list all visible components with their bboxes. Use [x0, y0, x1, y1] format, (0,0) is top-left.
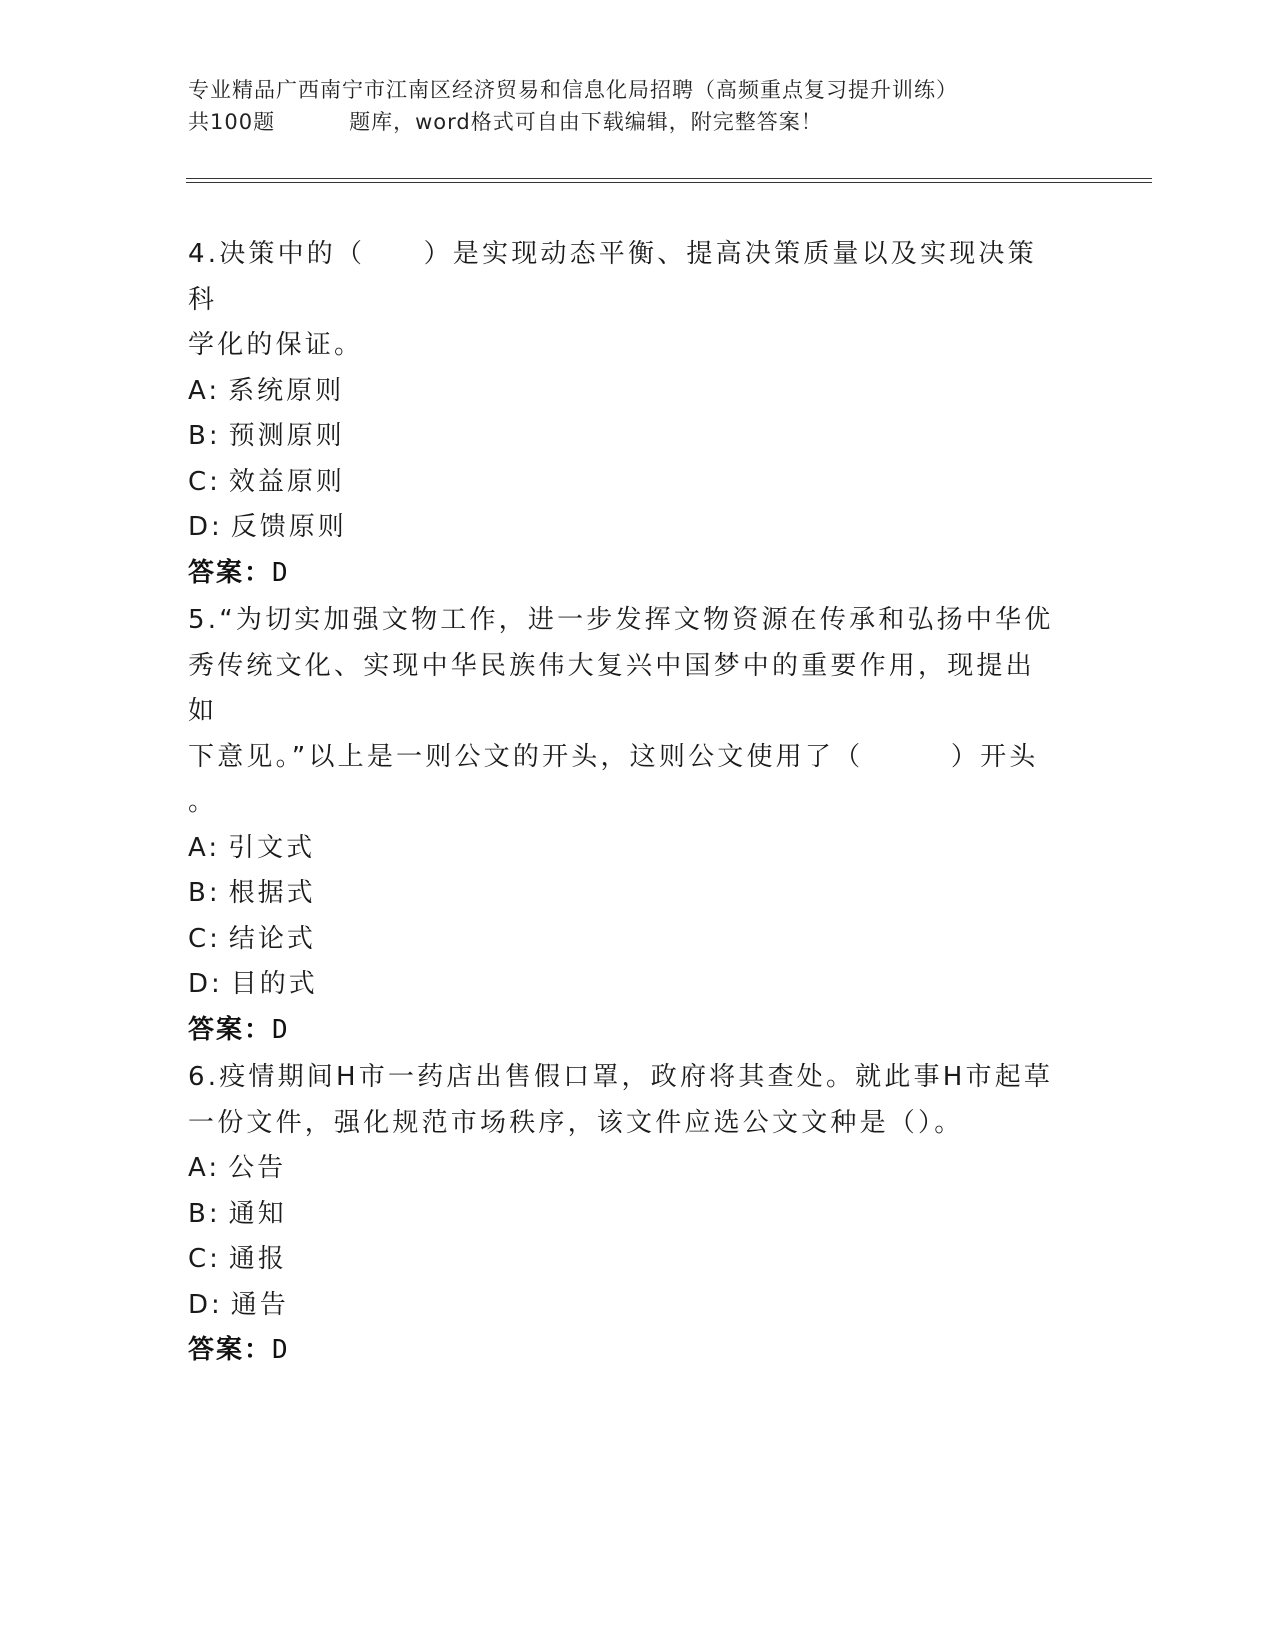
option-text: 系统原则: [228, 375, 345, 406]
answer-line: [188, 551, 1058, 597]
option-text: 结论式: [228, 923, 316, 954]
answer-value: D: [272, 1014, 288, 1045]
answer-value: D: [272, 557, 288, 588]
option-c: [188, 917, 1058, 963]
answer-line: [188, 1008, 1058, 1054]
option-text: 反馈原则: [230, 512, 347, 542]
answer-label: 答案：: [188, 557, 273, 588]
answer-label: 答案：: [188, 1335, 273, 1365]
option-key: B:: [188, 878, 221, 908]
question-text-line: 5.“为切实加强文物工作，进一步发挥文物资源在传承和弘扬中华优: [188, 605, 1054, 635]
option-key: B:: [188, 1198, 221, 1229]
question-4: [188, 232, 1058, 596]
header-divider-bottom: [186, 182, 1152, 183]
option-key: C:: [188, 1244, 221, 1274]
answer-label: 答案：: [188, 1014, 273, 1045]
question-text-line: 4.决策中的（ ）是实现动态平衡、提高决策质量以及实现决策科: [188, 239, 1037, 315]
document-header: [188, 74, 1088, 138]
option-text: 通报: [228, 1244, 287, 1274]
option-d: [188, 1283, 1058, 1329]
option-text: 预测原则: [228, 421, 345, 451]
option-key: A:: [188, 832, 221, 863]
option-key: C:: [188, 923, 221, 954]
option-d: [188, 962, 1058, 1008]
answer-value: D: [272, 1335, 288, 1365]
option-d: [188, 505, 1058, 551]
option-text: 引文式: [228, 832, 316, 863]
option-text: 根据式: [228, 878, 316, 908]
option-a: [188, 1146, 1058, 1192]
option-b: [188, 414, 1058, 460]
question-count: 共100题: [188, 110, 276, 134]
option-a: [188, 369, 1058, 415]
question-text-line: 秀传统文化、实现中华民族伟大复兴中国梦中的重要作用，现提出如: [188, 650, 1035, 726]
question-text-line: 下意见。”以上是一则公文的开头，这则公文使用了（ ）开头: [188, 741, 1039, 772]
question-6: [188, 1055, 1058, 1374]
option-text: 效益原则: [228, 466, 345, 497]
option-text: 通知: [228, 1198, 287, 1229]
option-text: 公告: [228, 1153, 287, 1183]
option-key: D:: [188, 1289, 223, 1320]
header-divider-top: [186, 178, 1152, 179]
option-key: A:: [188, 1153, 221, 1183]
header-description: 题库，word格式可自由下载编辑，附完整答案！: [349, 110, 823, 134]
option-key: D:: [188, 969, 223, 999]
option-b: [188, 1192, 1058, 1238]
option-c: [188, 460, 1058, 506]
answer-line: [188, 1328, 1058, 1374]
question-text-line: 。: [188, 787, 218, 817]
option-key: D:: [188, 512, 223, 542]
question-text-line: 一份文件，强化规范市场秩序，该文件应选公文文种是（）。: [188, 1107, 964, 1138]
question-text-line: 学化的保证。: [188, 330, 364, 360]
header-subtitle-line: [188, 106, 1088, 138]
header-title-line: 专业精品广西南宁市江南区经济贸易和信息化局招聘（高频重点复习提升训练）: [188, 78, 958, 102]
option-a: [188, 826, 1058, 872]
question-text-line: 6.疫情期间H市一药店出售假口罩，政府将其查处。就此事H市起草: [188, 1062, 1054, 1092]
option-key: C:: [188, 466, 221, 497]
question-5: [188, 598, 1058, 1053]
option-b: [188, 871, 1058, 917]
option-key: B:: [188, 421, 221, 451]
option-key: A:: [188, 375, 221, 406]
option-text: 目的式: [230, 969, 318, 999]
option-c: [188, 1237, 1058, 1283]
option-text: 通告: [230, 1289, 289, 1320]
